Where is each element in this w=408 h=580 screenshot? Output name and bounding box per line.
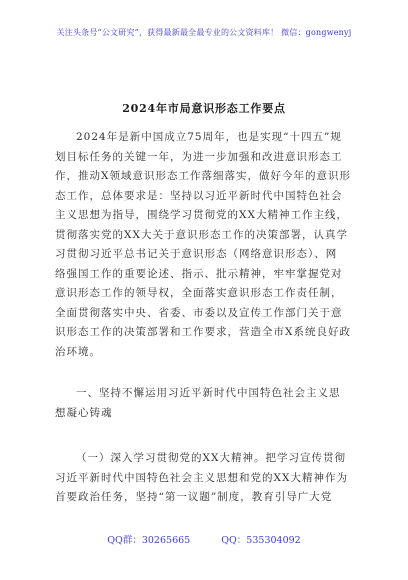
footer-qq-group: QQ群：30265665 xyxy=(107,535,191,546)
text-line: 主义思想为指导，围绕学习贯彻党的XX大精神工作主线， xyxy=(55,209,348,221)
document-body xyxy=(55,128,353,508)
footer-contact xyxy=(0,532,408,546)
footer-qq: QQ：535304092 xyxy=(221,535,301,546)
text-line: 识形态工作的决策部署和工作要求，营造全市X系统良好政 xyxy=(55,326,351,338)
text-line: 习近平新时代中国特色社会主义思想和党的XX大精神作为 xyxy=(55,471,348,484)
section-heading xyxy=(55,384,353,423)
header-banner: 关注头条号“公文研究”，获得最新最全最专业的公文资料库！ 微信：gongwenyj xyxy=(56,28,352,37)
text-line: 治环境。 xyxy=(55,345,101,358)
text-line: 习贯彻习近平总书记关于意识形态（网络意识形态）、网 xyxy=(55,248,338,260)
text-line: 意识形态工作的领导权，全面落实意识形态工作责任制， xyxy=(55,287,343,299)
text-line: 全面贯彻落实中央、省委、市委以及宣传工作部门关于意 xyxy=(55,306,343,319)
document-title: 2024年市局意识形态工作要点 xyxy=(122,102,286,115)
text-line: 作，推动X领域意识形态工作落细落实，做好今年的意识形 xyxy=(55,170,351,182)
heading-line: 一、坚持不懈运用习近平新时代中国特色社会主义思 xyxy=(76,387,341,399)
subsection-paragraph xyxy=(55,449,353,508)
text-line: （一）深入学习贯彻党的XX大精神。把学习宣传贯彻 xyxy=(76,452,346,464)
text-line: 络强国工作的重要论述、指示、批示精神，牢牢掌握党对 xyxy=(55,267,343,280)
intro-paragraph xyxy=(55,128,353,362)
text-line: 贯彻落实党的XX大关于意识形态工作的决策部署，认真学 xyxy=(55,228,348,241)
heading-line: 想凝心铸魂 xyxy=(55,406,113,419)
text-line: 划目标任务的关键一年，为进一步加强和改进意识形态工 xyxy=(55,150,343,163)
text-line: 首要政治任务，坚持“第一议题”制度，教育引导广大党 xyxy=(55,491,333,503)
text-line: 2024年是新中国成立75周年，也是实现“十四五”规 xyxy=(76,131,342,143)
text-line: 态工作，总体要求是：坚持以习近平新时代中国特色社会 xyxy=(55,189,343,202)
